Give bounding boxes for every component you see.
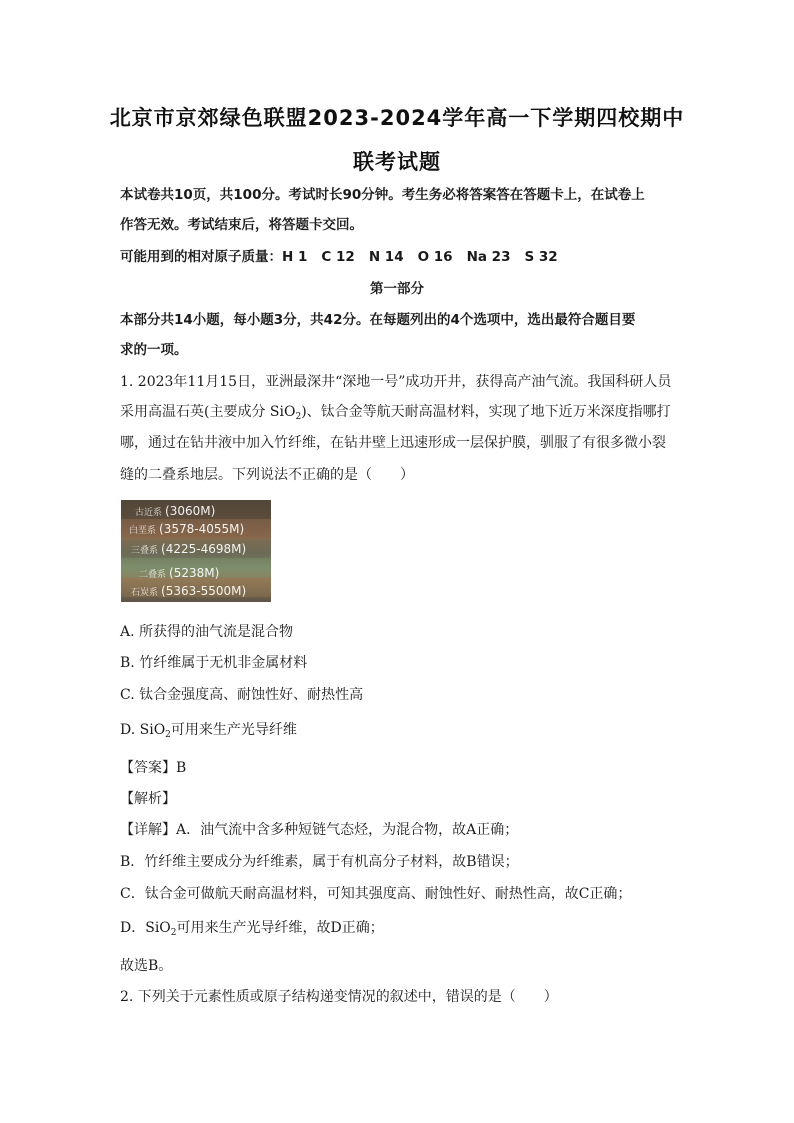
q1-detail-d [120, 918, 680, 943]
strata-photo [121, 500, 271, 602]
q1-detail-d-pre: D．SiO [120, 920, 171, 936]
q1-option-d [120, 720, 680, 745]
q1-conclusion: 故选B。 [120, 958, 173, 974]
atomic-mass-h: H 1 [282, 249, 308, 265]
q1-detail-d-sub: 2 [170, 928, 177, 938]
intro-line1: 本试卷共10页，共100分。考试时长90分钟。考生务必将答案答在答题卡上，在试卷上 [120, 187, 645, 203]
q1-option-d-sub: 2 [165, 730, 171, 740]
q1-stem-line4: 缝的二叠系地层。下列说法不正确的是（ ） [120, 467, 414, 483]
atomic-mass-o: O 16 [417, 249, 453, 265]
q1-stem-line2 [120, 402, 680, 427]
atomic-mass-n: N 14 [368, 249, 404, 265]
q1-stem-line1: 1. 2023年11月15日，亚洲最深井“深地一号”成功开井，获得高产油气流。我国科研人员 [120, 374, 672, 390]
atomic-mass-c: C 12 [321, 249, 355, 265]
q1-stem-line2-post: )、钛合金等航天耐高温材料，实现了地下近万米深度指哪打 [301, 404, 671, 420]
strata-label-3: 三叠系 (4225-4698M) [131, 542, 247, 556]
q2-stem-line1: 2. 下列关于元素性质或原子结构递变情况的叙述中，错误的是（ ） [120, 989, 558, 1005]
q1-detail-c: C．钛合金可做航天耐高温材料，可知其强度高、耐蚀性好、耐热性高，故C正确； [120, 886, 632, 902]
strata-label-5: 石炭系 (5363-5500M) [131, 584, 247, 598]
q1-option-a: A. 所获得的油气流是混合物 [120, 624, 294, 640]
atomic-mass-label: 可能用到的相对原子质量： [120, 249, 282, 265]
q1-option-d-post: 可用来生产光导纤维 [170, 722, 297, 738]
section-desc-line1: 本部分共14小题，每小题3分，共42分。在每题列出的4个选项中，选出最符合题目要 [120, 312, 636, 328]
q1-stem-line2-pre: 采用高温石英(主要成分 SiO [120, 404, 296, 420]
atomic-mass-s: S 32 [524, 249, 558, 265]
q1-stem-line3: 哪，通过在钻井液中加入竹纤维，在钻井壁上迅速形成一层保护膜，驯服了有很多微小裂 [120, 435, 666, 451]
q1-option-b: B. 竹纤维属于无机非金属材料 [120, 655, 308, 671]
strata-label-2: 白垩系 (3578-4055M) [129, 522, 245, 536]
atomic-mass-line [120, 247, 680, 267]
q1-detail-b: B．竹纤维主要成分为纤维素，属于有机高分子材料，故B错误； [120, 854, 519, 870]
q1-detail-d-post: 可用来生产光导纤维，故D正确； [176, 920, 384, 936]
q1-detail-a: 【详解】A．油气流中含多种短链气态烃，为混合物，故A正确； [120, 822, 519, 838]
section-heading: 第一部分 [370, 281, 424, 297]
q1-analysis-heading: 【解析】 [120, 791, 176, 807]
intro-line2: 作答无效。考试结束后，将答题卡交回。 [120, 217, 363, 233]
exam-title-line2: 联考试题 [353, 150, 441, 174]
section-desc-line2: 求的一项。 [120, 342, 188, 358]
q1-option-c: C. 钛合金强度高、耐蚀性好、耐热性高 [120, 687, 364, 703]
q1-stem-line2-sub: 2 [295, 412, 302, 422]
strata-label-4: 二叠系 (5238M) [139, 566, 220, 580]
atomic-mass-na: Na 23 [466, 249, 511, 265]
q1-answer: 【答案】B [120, 760, 187, 776]
q1-option-d-pre: D. SiO [120, 722, 166, 738]
exam-title-line1: 北京市京郊绿色联盟2023-2024学年高一下学期四校期中 [109, 106, 685, 130]
strata-label-1: 古近系 (3060M) [135, 504, 216, 518]
